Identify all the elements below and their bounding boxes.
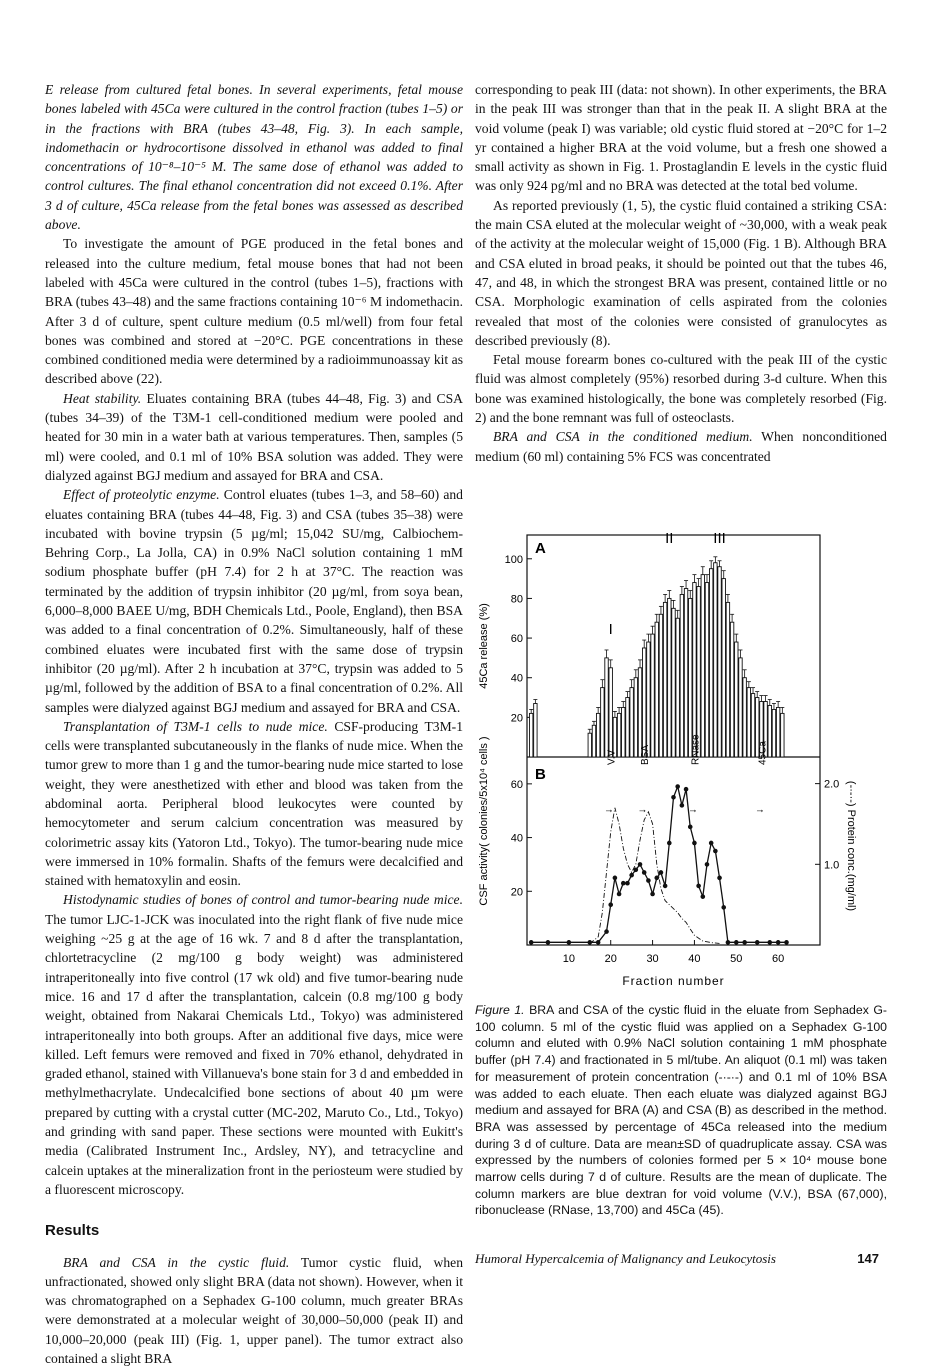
- bar-fraction-34: [668, 598, 671, 757]
- x-tick-label: 50: [730, 953, 743, 965]
- paragraph-text: corresponding to peak III (data: not shown). In other experiments, the BRA in the peak III was stronger than that in the peak II. A slight BRA at the void volume (peak I) was variable; old cystic fluid stored at −20°C for 1–2 yr contained a higher BRA at the void volume, but a fresh one showed a small activity as shown in Fig. 1. Prostaglandin E levels in the cystic fluid was only 924 pg/ml and no BRA was detected at the total bed volume.: [475, 82, 887, 194]
- bar-fraction-60: [776, 707, 779, 757]
- y-tick-label-b: 60: [510, 778, 523, 791]
- csf-activity-point: [705, 862, 710, 867]
- bar-fraction-31: [655, 622, 658, 757]
- csf-activity-point: [659, 870, 664, 875]
- csf-activity-point: [654, 876, 659, 881]
- bar-fraction-45: [714, 563, 717, 757]
- csf-activity-point: [696, 884, 701, 889]
- bar-fraction-16: [592, 725, 595, 757]
- csf-activity-point: [709, 841, 714, 846]
- csf-activity-point: [713, 849, 718, 854]
- y-axis-label-right: (-·-·-) Protein conc.(mg/ml): [845, 780, 857, 912]
- paragraph: [45, 890, 463, 1199]
- caption-text: BRA and CSA of the cystic fluid in the eluate from Sephadex G-100 column. 5 ml of the cystic fluid was applied on a Sephadex G-100 column and eluted with 0.9% NaCl solution containing 1 mM phosphate buffer (pH 7.4) and fractionated in 5 ml/tube. An aliquot (0.1 ml) was taken for measurement of protein concentration (-·-·-) and 0.1 ml of 10% BSA was added to each eluate. Then each eluate was dialyzed against BGJ medium and assayed for BRA (A) and CSA (B) as described in the method. BRA was assessed by percentage of 45Ca released into the medium during 3 d of culture. Data are mean±SD of quadruplicate assay. CSA was expressed by the numbers of colonies formed per 5 × 10⁴ mouse bone marrow cells during 7 d of culture. Results are the mean of duplicate. The column markers are blue dextran for void volume (V.V.), BSA (67,000), ribonuclease (RNase, 13,700) and 45Ca (45).: [475, 1003, 887, 1218]
- y-axis-label-b: CSF activity( colonies/5x10⁴ cells ): [478, 736, 490, 906]
- x-tick-label: 20: [604, 953, 617, 965]
- paragraph: [45, 234, 463, 388]
- bar-fraction-49: [730, 622, 733, 757]
- bar-fraction-22: [617, 713, 620, 757]
- paragraph-text: As reported previously (1, 5), the cystic fluid contained a striking CSA: the main CSA eluted at the molecular weight of ~30,000, with a weak peak of the activity at the molecular weight of 15,000 (Fig. 1 B). Although BRA and CSA eluted in broad peaks, it should be pointed out that the tubes 46, 47, and 48, in which the strongest BRA was present, contained little or no CSA. Morphologic examination of cells aspirated from the colonies revealed that most of the colonies were consisted of granulocytes as described previously (8).: [475, 197, 887, 348]
- csf-activity-point: [692, 841, 697, 846]
- bar-fraction-15: [588, 733, 591, 757]
- page-footer: [475, 1251, 887, 1267]
- y-tick-label-a: 20: [510, 712, 523, 725]
- csf-activity-point: [617, 892, 622, 897]
- paragraph: [45, 717, 463, 891]
- csf-activity-point: [596, 940, 601, 945]
- csf-activity-point: [684, 787, 689, 792]
- y-tick-label-a: 60: [510, 633, 523, 646]
- page-number: 147: [857, 1251, 879, 1266]
- bar-fraction-38: [684, 589, 687, 757]
- bar-fraction-41: [697, 587, 700, 757]
- bar-fraction-59: [772, 709, 775, 757]
- csf-activity-point: [675, 784, 680, 789]
- csf-activity-point: [742, 940, 747, 945]
- csf-activity-line: [531, 787, 786, 943]
- paragraph-lead: Histodynamic studies of bones of control and tumor-bearing nude mice.: [63, 892, 463, 908]
- bar-fraction-28: [642, 648, 645, 757]
- bar-fraction-36: [676, 618, 679, 757]
- paragraph: [475, 196, 887, 350]
- paragraph: [45, 389, 463, 485]
- csf-activity-point: [638, 862, 643, 867]
- bar-fraction-17: [596, 713, 599, 757]
- csf-activity-point: [567, 940, 572, 945]
- csf-activity-point: [629, 873, 634, 878]
- csf-activity-point: [663, 884, 668, 889]
- column-marker-label: RNase: [690, 734, 702, 765]
- column-marker-label: BSA: [640, 744, 652, 765]
- paragraph-lead: BRA and CSA in the conditioned medium.: [493, 429, 753, 445]
- peak-label-III: III: [713, 529, 726, 547]
- bar-fraction-47: [722, 579, 725, 757]
- csf-activity-point: [634, 868, 639, 873]
- column-marker-arrow: ↓: [637, 808, 649, 814]
- bar-fraction-48: [726, 602, 729, 757]
- x-tick-label: 60: [772, 953, 785, 965]
- caption-lead: Figure 1.: [475, 1003, 525, 1017]
- bar-fraction-39: [689, 598, 692, 757]
- bar-fraction-44: [709, 569, 712, 757]
- y-tick-label-right: 1.0: [824, 859, 840, 872]
- y-tick-label-right: 2.0: [824, 778, 840, 791]
- peak-label-I: I: [608, 621, 613, 639]
- bar-fraction-52: [743, 678, 746, 757]
- bar-fraction-32: [659, 614, 662, 757]
- panel-label-a: A: [535, 540, 546, 557]
- csf-activity-point: [680, 803, 685, 808]
- paragraph: [475, 80, 887, 196]
- csf-activity-point: [726, 940, 731, 945]
- bar-fraction-19: [605, 658, 608, 757]
- bar-fraction-2: [534, 703, 537, 757]
- paragraph-text: When nonconditioned medium (60 ml) containing 5% FCS was concentrated: [475, 429, 887, 464]
- left-column: [45, 80, 463, 1368]
- y-tick-label-a: 40: [510, 672, 523, 685]
- bar-fraction-51: [739, 658, 742, 757]
- paragraph-text: Fetal mouse forearm bones co-cultured with the peak III of the cystic fluid was almost completely (95%) resorbed during 3-d culture. When this bone was examined histologically, the bone was completely resorbed (Fig. 2) and the bone remnant was full of osteoclasts.: [475, 352, 887, 426]
- y-tick-label-a: 100: [504, 553, 523, 566]
- csf-activity-point: [667, 841, 672, 846]
- paragraph-text: To investigate the amount of PGE produced in the fetal bones and released into the culture medium, fetal mouse bones that had not been labeled with 45Ca were cultured in the control (tubes 1–5), fractions with BRA (tubes 43–48) and the same fractions containing 10⁻⁶ M indomethacin. After 3 d of culture, spent culture medium (0.5 ml/well) from four fetal bones was combined and stored at −20°C. PGE concentrations in these combined conditioned media were determined by a radioimmunoassay kit as described above (22).: [45, 236, 463, 387]
- paragraph-lead: Transplantation of T3M-1 cells to nude mice.: [63, 718, 328, 734]
- paragraph-text: Control eluates (tubes 1–3, and 58–60) and eluates containing BRA (tubes 44–48, Fig. 3) and CSA (tubes 35–38) were incubated with bovine trypsin (5 µg/ml; 15,042 SU/mg, Calbiochem-Behring Corp., La Jolla, CA) in 0.9% NaCl solution containing 1 mM sodium phosphate buffer (pH 7.4) for 2 h at 37°C. The reaction was terminated by the addition of trypsin inhibitor (20 µg/ml, from soya bean, 6,000–8,000 BAEE U/mg, BDH Chemicals Ltd., Poole, England), then BSA was added to a final concentration of 0.2%. Simultaneously, half of these combined eluates were incubated first with the same dose of trypsin inhibitor (20 µg/ml). After 2 h incubation at 37°C, trypsin was added to 5 µg/ml, followed by the addition of BSA to a final concentration of 0.2%. All samples were dialyzed against BGJ medium and assayed for BRA and CSA.: [45, 487, 463, 715]
- csf-activity-point: [529, 940, 534, 945]
- csf-activity-point: [734, 940, 739, 945]
- x-axis-label: Fraction number: [622, 974, 725, 988]
- csf-activity-point: [613, 876, 618, 881]
- y-axis-label-a: 45Ca release (%): [478, 603, 490, 689]
- paragraph: [45, 1253, 463, 1368]
- csf-activity-point: [621, 881, 626, 886]
- column-marker-label: 45Ca: [757, 741, 769, 765]
- csf-activity-point: [776, 940, 781, 945]
- peak-label-II: II: [665, 529, 674, 547]
- paragraph-text: Eluates containing BRA (tubes 44–48, Fig. 3) and CSA (tubes 34–39) of the T3M-1 cell-conditioned medium were pooled and heated for 30 min in a water bath at various temperatures. Then, samples (5 ml) were cooled, and 0.1 ml of 10% BSA solution was added. They were dialyzed against BGJ medium and assayed for BRA and CSA.: [45, 390, 463, 483]
- bar-fraction-46: [718, 567, 721, 757]
- csf-activity-point: [688, 825, 693, 830]
- bar-fraction-23: [622, 707, 625, 757]
- y-tick-label-b: 40: [510, 832, 523, 845]
- bar-fraction-35: [672, 608, 675, 757]
- protein-concentration-line: [590, 808, 720, 944]
- y-tick-label-b: 20: [510, 886, 523, 899]
- csf-activity-point: [625, 881, 630, 886]
- csf-activity-point: [642, 870, 647, 875]
- bar-fraction-30: [651, 634, 654, 757]
- paragraph-text: CSF-producing T3M-1 cells were transplanted subcutaneously in the flanks of nude mice. When the tumor grew to more than 1 g and the tumor-bearing nude mice started to lose weight, they were anesthetized with ether and blood was taken from the abdominal aorta. Peripheral blood leukocytes were counted by hemocytometer and serum calcium concentration was measured by colorimetric assay kits (Yatoron Ltd., Tokyo). The tumor-bearing nude mice were immersed in 10% formalin. Shafts of the femurs were decalcified and stained with hematoxylin and eosin.: [45, 718, 463, 889]
- bar-fraction-27: [638, 668, 641, 757]
- y-tick-label-a: 80: [510, 593, 523, 606]
- csf-activity-point: [671, 795, 676, 800]
- bar-fraction-18: [601, 688, 604, 757]
- csf-activity-point: [784, 940, 789, 945]
- bar-fraction-33: [663, 602, 666, 757]
- paragraph-lead: Heat stability.: [63, 390, 142, 406]
- csf-activity-point: [608, 902, 613, 907]
- csf-activity-point: [650, 892, 655, 897]
- paragraph-text: E release from cultured fetal bones. In several experiments, fetal mouse bones labeled with 45Ca were cultured in the control fraction (tubes 1–5) or in the fractions with BRA (tubes 43–48, Fig. 3). In each sample, indomethacin or hydrocortisone dissolved in ethanol was added to final concentrations of 10⁻⁸–10⁻⁵ M. The same dose of ethanol was added to control cultures. The final ethanol concentration did not exceed 0.1%. After 3 d of culture, 45Ca release from the fetal bones was assessed as described above.: [45, 82, 463, 233]
- csf-activity-point: [755, 940, 760, 945]
- column-marker-arrow: ↓: [754, 808, 766, 814]
- paragraph-text: The tumor LJC-1-JCK was inoculated into the right flank of five nude mice weighing ~25 g at the age of 16 wk. 7 and 8 d after the transplantation, chlortetracycline (2 mg/100 g body weight) was administered intraperitoneally into five control (17 wk old) and five tumor-bearing nude mice. 16 and 17 d after the transplantation, calcein (0.8 mg/100 g body weight, obtained from Nakarai Chemicals Ltd., Tokyo) was administered intraperitoneally into both groups. After an additional five days, mice were killed. Left femurs were removed and fixed in 70% ethanol, dehydrated in graded ethanol, stained with Villanueva's bone stain for 3 d and embedded in methylmethacrylate. Undecalcified bone sections of about 40 µm were prepared by cutting with a crystal cutter (MC-202, Maruto Co., Ltd., Tokyo) and grinding with sand paper. These sections were mounted with Eukitt's media (Calibrated Instrument Inc., Ardsley, NY), and tetracycline and calcein uptakes at the mineralization front in the periosteum were studied by a fluorescent microscopy.: [45, 911, 463, 1197]
- bar-fraction-40: [693, 583, 696, 757]
- x-tick-label: 10: [562, 953, 575, 965]
- bar-fraction-50: [735, 642, 738, 757]
- paragraph: [475, 350, 887, 427]
- bar-fraction-1: [529, 713, 532, 757]
- column-marker-label: V.V: [606, 749, 618, 765]
- paragraph: [45, 485, 463, 717]
- figure-caption: [475, 1002, 887, 1219]
- bar-fraction-53: [747, 688, 750, 757]
- bar-fraction-42: [701, 575, 704, 757]
- csf-activity-point: [721, 905, 726, 910]
- bar-fraction-58: [768, 705, 771, 757]
- bar-fraction-29: [647, 642, 650, 757]
- bar-fraction-43: [705, 583, 708, 757]
- csf-activity-point: [604, 929, 609, 934]
- bar-fraction-24: [626, 698, 629, 757]
- csf-activity-point: [546, 940, 551, 945]
- csf-activity-point: [646, 878, 651, 883]
- paragraph: [475, 427, 887, 466]
- paragraph-text: Tumor cystic fluid, when unfractionated, showed only slight BRA (data not shown). However, when it was chromatographed on a Sephadex G-100 column, much greater BRAs were demonstrated at a molecular weight of 30,000–50,000 (peak II) and 10,000–20,000 (peak III) (Fig. 1, upper panel). The tumor extract also contained a slight BRA: [45, 1254, 463, 1366]
- figure-1-chart: [470, 525, 890, 995]
- paragraph-lead: BRA and CSA in the cystic fluid.: [63, 1254, 290, 1270]
- running-title: Humoral Hypercalcemia of Malignancy and Leukocytosis: [475, 1251, 776, 1266]
- right-column: [475, 80, 887, 466]
- csf-activity-point: [587, 940, 592, 945]
- csf-activity-point: [717, 876, 722, 881]
- bar-fraction-20: [609, 668, 612, 757]
- csf-activity-point: [767, 940, 772, 945]
- column-marker-arrow: ↓: [603, 808, 615, 814]
- bar-fraction-26: [634, 678, 637, 757]
- section-heading: Results: [45, 1222, 100, 1240]
- bar-fraction-25: [630, 688, 633, 757]
- x-tick-label: 30: [646, 953, 659, 965]
- x-tick-label: 40: [688, 953, 701, 965]
- column-marker-arrow: ↓: [687, 808, 699, 814]
- bar-fraction-37: [680, 594, 683, 757]
- paragraph-lead: Effect of proteolytic enzyme.: [63, 487, 220, 503]
- csf-activity-point: [701, 894, 706, 899]
- paragraph: [45, 80, 463, 234]
- panel-label-b: B: [535, 766, 546, 783]
- bar-fraction-54: [751, 694, 754, 757]
- bar-fraction-61: [781, 713, 784, 757]
